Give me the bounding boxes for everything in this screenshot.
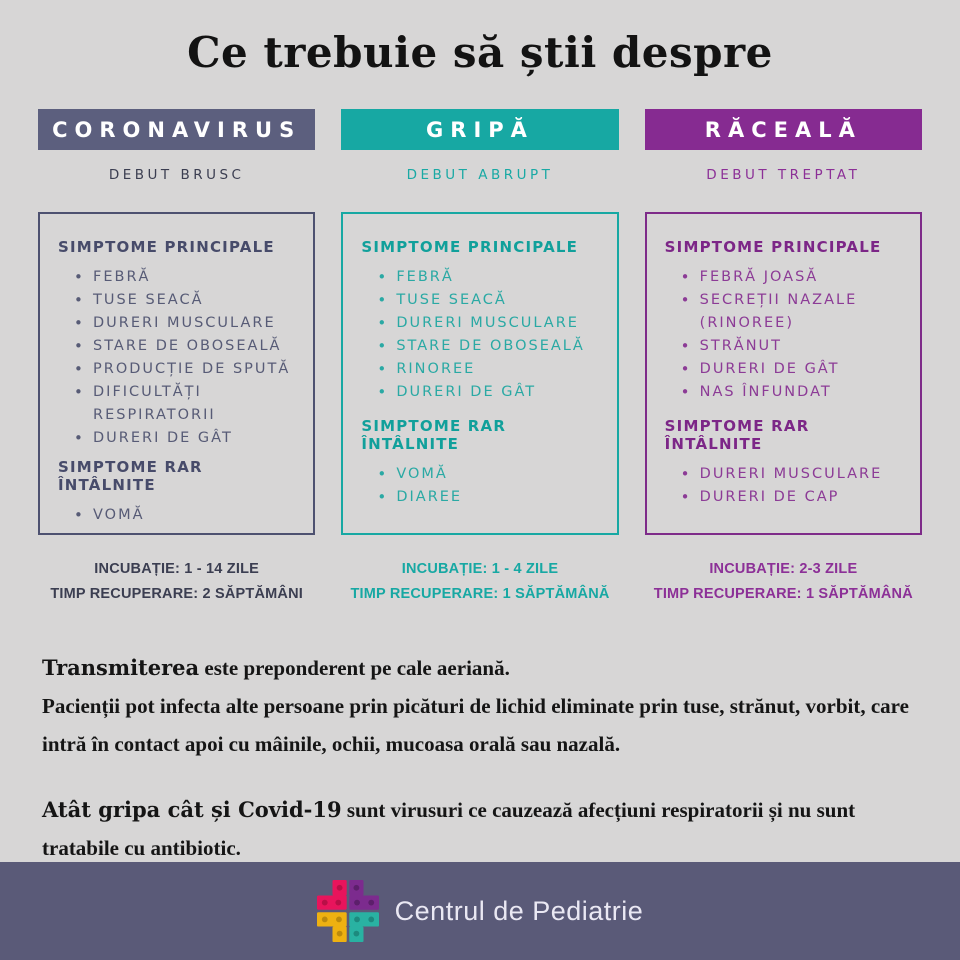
- raceala-header-band: RĂCEALĂ: [645, 109, 922, 150]
- gripa-incubation-info: [341, 557, 618, 607]
- paragraph-text: Pacienții pot infecta alte persoane prin picături de lichid eliminate prin tuse, strănut, vorbit, care intră în contact apoi cu mâinile, ochii, mucoasa orală sau nazală.: [42, 694, 909, 756]
- incubation-line: INCUBAȚIE: 2-3 ZILE: [709, 561, 858, 577]
- recovery-line: TIMP RECUPERARE: 1 SĂPTĂMÂNĂ: [653, 586, 913, 602]
- columns-grid: [0, 109, 960, 607]
- list-item: • DURERI MUSCULARE: [72, 312, 297, 335]
- column-coronavirus: [38, 109, 315, 607]
- raceala-symptoms-box: [645, 212, 922, 535]
- paragraph-lead: Transmiterea: [42, 655, 200, 680]
- gripa-header-band: GRIPĂ: [341, 109, 618, 150]
- rare-symptoms-block: [361, 409, 600, 509]
- rare-symptoms-heading: SIMPTOME RAR ÎNTÂLNITE: [58, 458, 203, 494]
- footer-band: [0, 862, 960, 960]
- list-item: • NAS ÎNFUNDAT: [679, 381, 904, 404]
- raceala-incubation-info: [645, 557, 922, 607]
- list-item: • VOMĂ: [375, 463, 600, 486]
- list-item: • PRODUCȚIE DE SPUTĂ: [72, 358, 297, 381]
- paragraph-lead: Atât gripa cât și Covid-19: [42, 797, 342, 822]
- list-item: • RINOREE: [375, 358, 600, 381]
- gripa-symptoms-box: [341, 212, 618, 535]
- list-item: • DURERI DE GÂT: [375, 381, 600, 404]
- rare-symptoms-block: [58, 450, 297, 527]
- list-item: • VOMĂ: [72, 504, 297, 527]
- list-item: • DURERI DE CAP: [679, 486, 904, 509]
- rare-symptoms-heading: SIMPTOME RAR ÎNTÂLNITE: [361, 417, 507, 453]
- rare-symptoms-heading: SIMPTOME RAR ÎNTÂLNITE: [664, 417, 810, 453]
- list-item: • DURERI DE GÂT: [679, 358, 904, 381]
- list-item: • DURERI MUSCULARE: [375, 312, 600, 335]
- gripa-debut-label: DEBUT ABRUPT: [406, 167, 554, 183]
- rare-symptoms-list: [58, 504, 297, 527]
- recovery-line: TIMP RECUPERARE: 1 SĂPTĂMÂNĂ: [350, 586, 610, 602]
- coronavirus-symptoms-box: [38, 212, 315, 535]
- raceala-debut-label: DEBUT TREPTAT: [706, 167, 861, 183]
- lego-cross-logo-icon: [317, 880, 379, 942]
- list-item: • TUSE SEACĂ: [375, 289, 600, 312]
- list-item: • DIAREE: [375, 486, 600, 509]
- list-item: • SECREȚII NAZALE (RINOREE): [679, 289, 904, 335]
- main-symptoms-heading: SIMPTOME PRINCIPALE: [664, 238, 882, 256]
- list-item: • FEBRĂ: [375, 266, 600, 289]
- body-text: [0, 649, 960, 867]
- transmission-paragraph: [42, 649, 918, 763]
- list-item: • DURERI MUSCULARE: [679, 463, 904, 486]
- rare-symptoms-block: [665, 409, 904, 509]
- list-item: • FEBRĂ: [72, 266, 297, 289]
- list-item: • DURERI DE GÂT: [72, 427, 297, 450]
- list-item: • FEBRĂ JOASĂ: [679, 266, 904, 289]
- main-symptoms-list: [361, 266, 600, 404]
- rare-symptoms-list: [361, 463, 600, 509]
- paragraph-text: este preponderent pe cale aeriană.: [199, 656, 510, 680]
- main-symptoms-list: [58, 266, 297, 450]
- coronavirus-incubation-info: [38, 557, 315, 607]
- main-symptoms-heading: SIMPTOME PRINCIPALE: [58, 238, 275, 256]
- coronavirus-debut-label: DEBUT BRUSC: [108, 167, 245, 183]
- incubation-line: INCUBAȚIE: 1 - 14 ZILE: [94, 561, 260, 577]
- main-symptoms-list: [665, 266, 904, 404]
- page-title: Ce trebuie să știi despre: [187, 28, 773, 77]
- column-raceala: [645, 109, 922, 607]
- coronavirus-header-band: CORONAVIRUS: [38, 109, 315, 150]
- antibiotics-paragraph: [42, 791, 918, 867]
- incubation-line: INCUBAȚIE: 1 - 4 ZILE: [401, 561, 559, 577]
- list-item: • TUSE SEACĂ: [72, 289, 297, 312]
- list-item: • STARE DE OBOSEALĂ: [72, 335, 297, 358]
- brand-name: Centrul de Pediatrie: [394, 895, 644, 926]
- column-gripa: [341, 109, 618, 607]
- rare-symptoms-list: [665, 463, 904, 509]
- recovery-line: TIMP RECUPERARE: 2 SĂPTĂMÂNI: [50, 586, 303, 602]
- list-item: • STRĂNUT: [679, 335, 904, 358]
- list-item: • STARE DE OBOSEALĂ: [375, 335, 600, 358]
- list-item: • DIFICULTĂȚI RESPIRATORII: [72, 381, 297, 427]
- paragraph-text: sunt virusuri ce cauzează afecțiuni respiratorii și nu sunt tratabile cu antibiotic.: [42, 798, 856, 860]
- main-symptoms-heading: SIMPTOME PRINCIPALE: [361, 238, 579, 256]
